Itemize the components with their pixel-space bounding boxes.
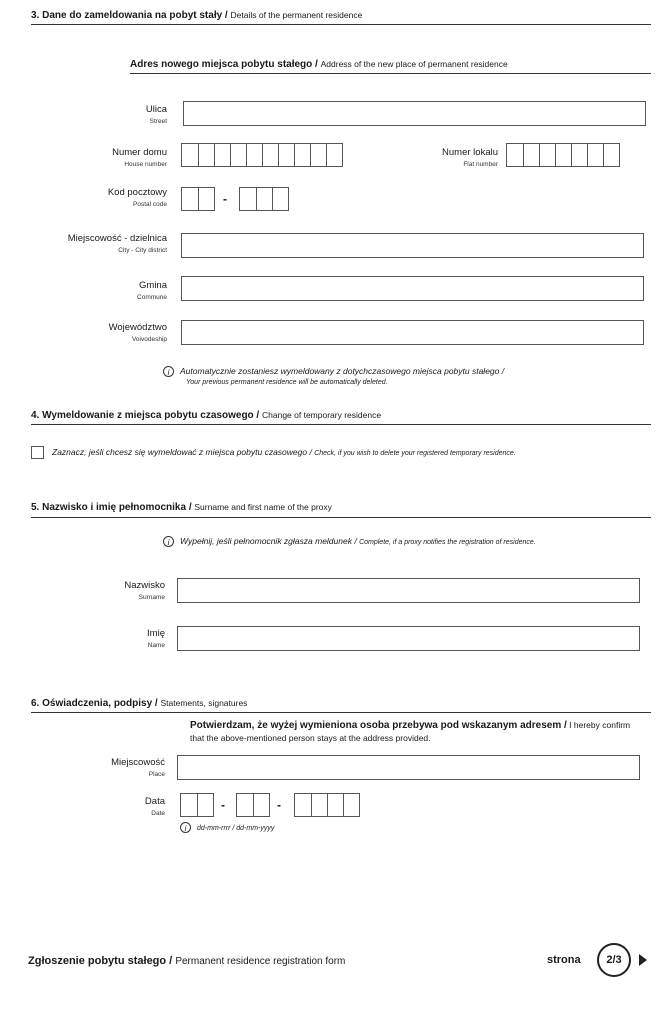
street-label-pl: Ulica: [145, 104, 167, 115]
address-subtitle-pl: Adres nowego miejsca pobytu stałego /: [130, 59, 318, 70]
place-label-en: Place: [148, 771, 165, 778]
city-label-en: City - City district: [118, 247, 167, 254]
voivodeship-label: [109, 322, 167, 345]
street-label: [146, 104, 167, 127]
section6-title-pl: 6. Oświadczenia, podpisy /: [31, 698, 158, 709]
surname-label-pl: Nazwisko: [124, 580, 165, 591]
flat-number-label-en: Flat number: [463, 161, 498, 168]
postal-code-part2-input[interactable]: [239, 187, 289, 211]
footer-form-title-pl: Zgłoszenie pobytu stałego /: [28, 955, 173, 967]
place-label: [111, 757, 165, 780]
proxy-info: [163, 535, 603, 549]
house-number-label-pl: Numer domu: [112, 147, 167, 158]
first-name-label: [147, 628, 165, 651]
date-year-input[interactable]: [294, 793, 360, 817]
city-label: [68, 233, 167, 256]
postal-code-label: [108, 187, 167, 210]
date-label-en: Date: [151, 810, 165, 817]
surname-label: [124, 580, 165, 603]
date-format-hint: [180, 821, 274, 835]
section6-title: [31, 698, 247, 709]
section4-title-pl: 4. Wymeldowanie z miejsca pobytu czasowego /: [31, 410, 260, 421]
section3-title: [31, 10, 362, 21]
surname-label-en: Surname: [138, 594, 165, 601]
commune-label-pl: Gmina: [139, 280, 167, 291]
flat-number-label-pl: Numer lokalu: [442, 147, 498, 158]
info-icon: i: [163, 536, 174, 547]
date-month-input[interactable]: [236, 793, 270, 817]
deregister-temporary-text-en: Check, if you wish to delete your registered temporary residence.: [314, 450, 516, 457]
deregister-temporary-text-pl: Zaznacz, jeśli chcesz się wymeldować z miejsca pobytu czasowego /: [52, 447, 312, 457]
section5-title-en: Surname and first name of the proxy: [194, 502, 332, 512]
date-dash-2: -: [277, 798, 281, 812]
street-label-en: Street: [149, 118, 167, 125]
divider: [31, 24, 651, 25]
divider: [31, 712, 651, 713]
section6-title-en: Statements, signatures: [160, 698, 248, 708]
place-input[interactable]: [177, 755, 640, 780]
section4-title: [31, 410, 381, 421]
deregister-temporary-checkbox[interactable]: [31, 446, 44, 459]
house-number-label: [112, 147, 167, 170]
section4-title-en: Change of temporary residence: [262, 410, 382, 420]
info-icon: i: [163, 366, 174, 377]
proxy-info-en: Complete, if a proxy notifies the registration of residence.: [359, 539, 536, 546]
statement-text: [190, 719, 645, 744]
page-number-badge: 2/3: [597, 943, 631, 977]
section5-title: [31, 502, 332, 513]
commune-label-en: Commune: [137, 294, 167, 301]
date-label: [145, 796, 165, 819]
date-day-input[interactable]: [180, 793, 214, 817]
address-subtitle-en: Address of the new place of permanent residence: [320, 59, 508, 69]
deregister-temporary-text: [52, 446, 516, 460]
deregister-info-en: Your previous permanent residence will be automatically deleted.: [186, 379, 388, 387]
postal-code-label-pl: Kod pocztowy: [107, 187, 167, 198]
section3-title-pl: 3. Dane do zameldowania na pobyt stały /: [31, 10, 228, 21]
divider: [31, 517, 651, 518]
page-label: strona: [547, 954, 581, 966]
divider: [130, 73, 651, 74]
voivodeship-label-pl: Województwo: [108, 322, 167, 333]
deregister-info-pl: Automatycznie zostaniesz wymeldowany z dotychczasowego miejsca pobytu stałego /: [180, 366, 505, 376]
first-name-input[interactable]: [177, 626, 640, 651]
date-dash-1: -: [221, 798, 225, 812]
flat-number-label: [442, 147, 498, 170]
statement-text-en: I hereby confirm that the above-mentioned person stays at the address provided.: [190, 720, 631, 743]
first-name-label-en: Name: [147, 642, 165, 649]
flat-number-input[interactable]: [506, 143, 620, 167]
date-format-hint-text: dd-mm-rrrr / dd-mm-yyyy: [197, 825, 275, 832]
city-label-pl: Miejscowość - dzielnica: [67, 233, 167, 244]
address-subtitle: [130, 59, 508, 70]
commune-label: [137, 280, 167, 303]
city-input[interactable]: [181, 233, 644, 258]
commune-input[interactable]: [181, 276, 644, 301]
postal-code-dash: -: [223, 192, 227, 206]
place-label-pl: Miejscowość: [111, 757, 165, 768]
statement-text-pl: Potwierdzam, że wyżej wymieniona osoba przebywa pod wskazanym adresem /: [190, 720, 567, 731]
date-label-pl: Data: [144, 796, 165, 807]
house-number-input[interactable]: [181, 143, 343, 167]
footer-form-title: [28, 955, 345, 967]
street-input[interactable]: [183, 101, 646, 126]
deregister-info: [163, 365, 623, 389]
next-page-arrow-icon[interactable]: [639, 954, 647, 966]
postal-code-part1-input[interactable]: [181, 187, 215, 211]
first-name-label-pl: Imię: [147, 628, 165, 639]
section3-title-en: Details of the permanent residence: [230, 10, 363, 20]
house-number-label-en: House number: [124, 161, 167, 168]
surname-input[interactable]: [177, 578, 640, 603]
section5-title-pl: 5. Nazwisko i imię pełnomocnika /: [31, 502, 192, 513]
footer-form-title-en: Permanent residence registration form: [175, 956, 346, 967]
info-icon: i: [180, 822, 191, 833]
voivodeship-label-en: Voivodeship: [131, 336, 167, 343]
divider: [31, 424, 651, 425]
postal-code-label-en: Postal code: [133, 201, 167, 208]
proxy-info-pl: Wypełnij, jeśli pełnomocnik zgłasza meldunek /: [180, 536, 357, 546]
voivodeship-input[interactable]: [181, 320, 644, 345]
